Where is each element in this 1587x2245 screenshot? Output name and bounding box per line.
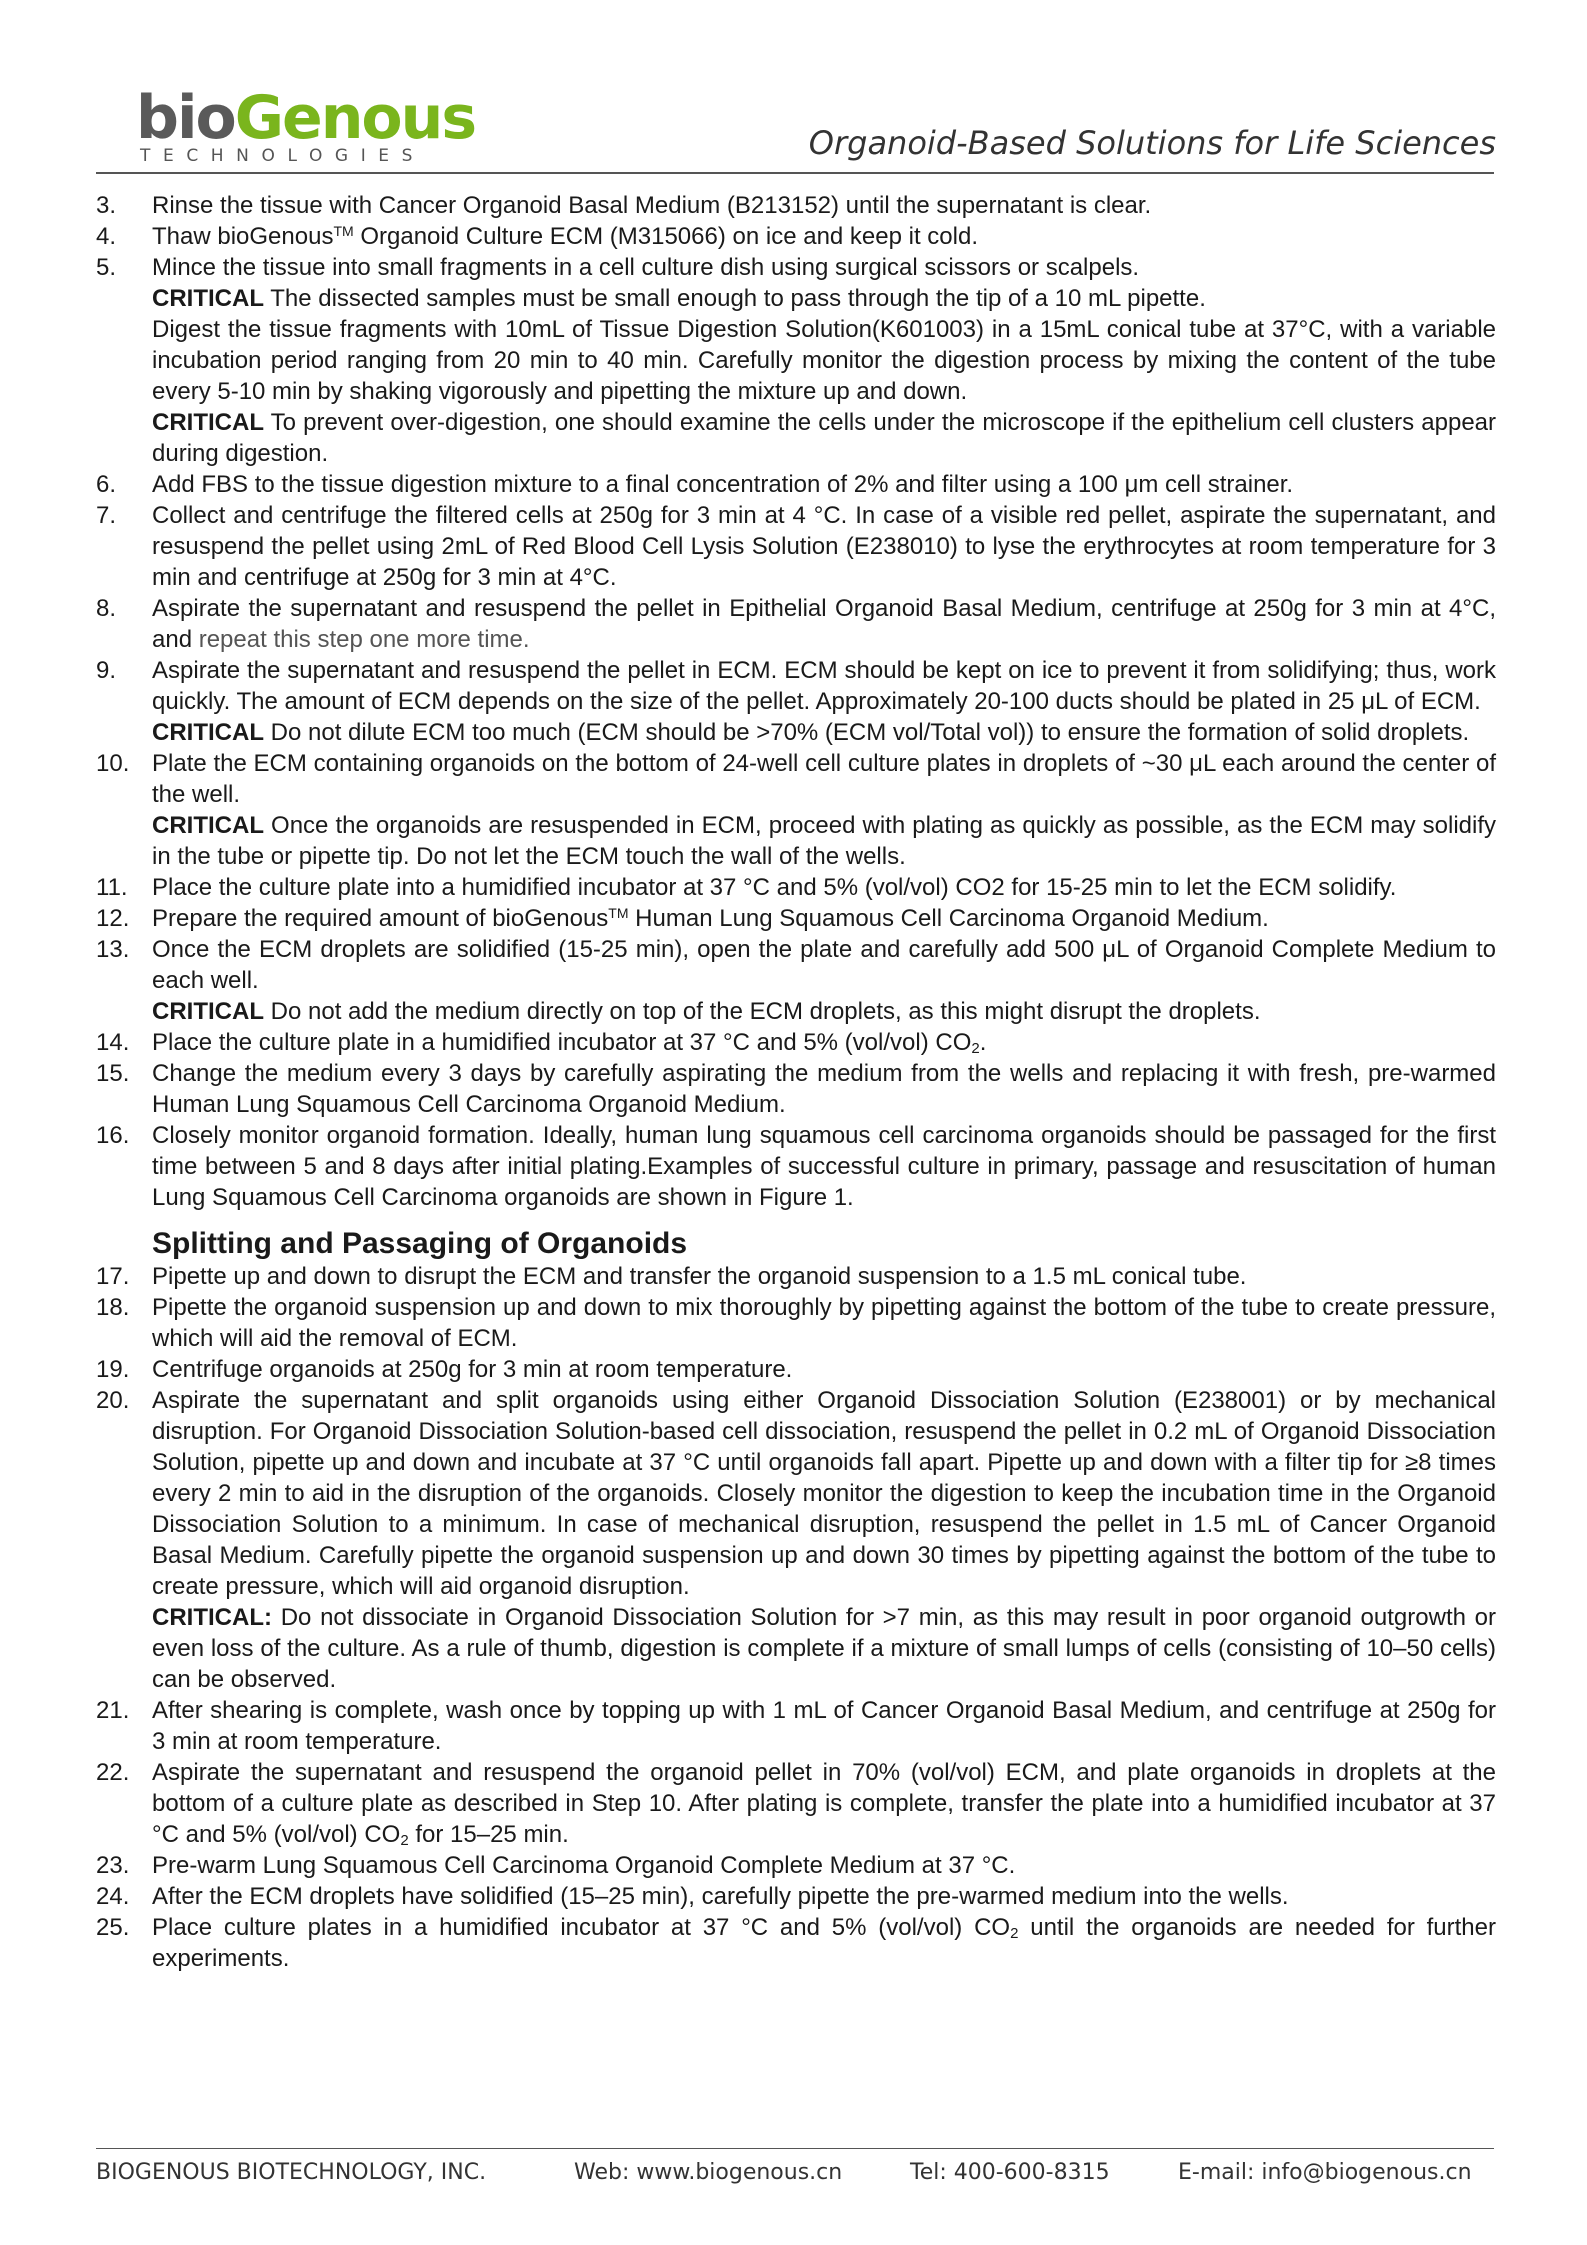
step-number: 12.: [96, 905, 130, 932]
critical-note: [96, 407, 1496, 469]
step-text: Thaw bioGenous: [152, 223, 334, 250]
step-item: [96, 748, 1496, 810]
trademark-superscript: TM: [608, 905, 629, 921]
step-text: Place culture plates in a humidified incubator at 37 °C and 5% (vol/vol) CO: [152, 1914, 1011, 1941]
step-item: [96, 1757, 1496, 1850]
step-item: [96, 1695, 1496, 1757]
step-text: Centrifuge organoids at 250g for 3 min at room temperature.: [152, 1356, 793, 1383]
step-number: 23.: [96, 1852, 130, 1879]
step-text: After the ECM droplets have solidified (15–25 min), carefully pipette the pre-warmed medium into the wells.: [152, 1883, 1289, 1910]
critical-text: Do not dissociate in Organoid Dissociation Solution for >7 min, as this may result in poor organoid outgrowth or even loss of the culture. As a rule of thumb, digestion is complete if a mixture of small lumps of cells (consisting of 10–50 cells) can be observed.: [152, 1604, 1496, 1693]
footer-email-link[interactable]: E-mail: info@biogenous.cn: [1178, 2160, 1472, 2185]
step-item: [96, 1354, 1496, 1385]
trademark-superscript: TM: [333, 223, 354, 239]
step-item: [96, 1027, 1496, 1058]
critical-text: The dissected samples must be small enough to pass through the tip of a 10 mL pipette.: [263, 285, 1206, 312]
step-text: After shearing is complete, wash once by topping up with 1 mL of Cancer Organoid Basal Medium, and centrifuge at 250g for 3 min at room temperature.: [152, 1697, 1496, 1755]
step-text: Once the ECM droplets are solidified (15-25 min), open the plate and carefully add 500 μL of Organoid Complete Medium to each well.: [152, 936, 1496, 994]
step-number: 21.: [96, 1697, 130, 1724]
step-number: 22.: [96, 1759, 130, 1786]
step-number: 6.: [96, 471, 117, 498]
step-number: 11.: [96, 874, 128, 901]
step-item: [96, 903, 1496, 934]
step-text: Human Lung Squamous Cell Carcinoma Organoid Medium.: [628, 905, 1269, 932]
step-number: 15.: [96, 1060, 130, 1087]
step-item: [96, 934, 1496, 996]
step-number: 18.: [96, 1294, 130, 1321]
step-number: 13.: [96, 936, 130, 963]
step-text: Pipette the organoid suspension up and down to mix thoroughly by pipetting against the bottom of the tube to create pressure, which will aid the removal of ECM.: [152, 1294, 1496, 1352]
subscript: 2: [971, 1040, 980, 1057]
critical-label: CRITICAL: [152, 719, 264, 746]
logo-genous: Genous: [234, 83, 476, 153]
step-continuation: [96, 314, 1496, 407]
step-number: 24.: [96, 1883, 130, 1910]
section-heading: Splitting and Passaging of Organoids: [152, 1227, 688, 1260]
critical-note: [96, 1602, 1496, 1695]
step-text: until the organoids are needed for further experiments.: [152, 1914, 1496, 1972]
protocol-body: [96, 190, 1496, 1974]
step-text: Place the culture plate in a humidified incubator at 37 °C and 5% (vol/vol) CO: [152, 1029, 972, 1056]
step-item: [96, 500, 1496, 593]
step-text: Pre-warm Lung Squamous Cell Carcinoma Organoid Complete Medium at 37 °C.: [152, 1852, 1016, 1879]
step-number: 4.: [96, 223, 117, 250]
step-text: Mince the tissue into small fragments in a cell culture dish using surgical scissors or scalpels.: [152, 254, 1140, 281]
step-text: Change the medium every 3 days by carefully aspirating the medium from the wells and replacing it with fresh, pre-warmed Human Lung Squamous Cell Carcinoma Organoid Medium.: [152, 1060, 1496, 1118]
subscript: 2: [1010, 1925, 1019, 1942]
logo-bio: bio: [136, 83, 235, 153]
step-item: [96, 221, 1496, 252]
step-number: 7.: [96, 502, 117, 529]
step-text: Place the culture plate into a humidified incubator at 37 °C and 5% (vol/vol) CO2 for 15-25 min to let the ECM solidify.: [152, 874, 1397, 901]
step-number: 16.: [96, 1122, 130, 1149]
step-item: [96, 1850, 1496, 1881]
step-item: [96, 655, 1496, 717]
step-number: 17.: [96, 1263, 130, 1290]
step-text: Rinse the tissue with Cancer Organoid Basal Medium (B213152) until the supernatant is clear.: [152, 192, 1152, 219]
step-item: [96, 190, 1496, 221]
critical-note: [96, 717, 1496, 748]
critical-text: To prevent over-digestion, one should examine the cells under the microscope if the epithelium cell clusters appear during digestion.: [152, 409, 1496, 467]
step-item: [96, 1058, 1496, 1120]
step-item: [96, 1292, 1496, 1354]
step-number: 8.: [96, 595, 117, 622]
step-item: [96, 593, 1496, 655]
step-text-gray: repeat this step one more time.: [198, 626, 530, 653]
step-number: 10.: [96, 750, 130, 777]
step-text: Aspirate the supernatant and split organoids using either Organoid Dissociation Solution (E238001) or by mechanical disruption. For Organoid Dissociation Solution-based cell dissociation, resuspend the pellet in 0.2 mL of Organoid Dissociation Solution, pipette up and down and incubate at 37 °C until organoids fall apart. Pipette up and down with a filter tip for ≥8 times every 2 min to aid in the disruption of the organoids. Closely monitor the digestion to keep the incubation time in the Organoid Dissociation Solution to a minimum. In case of mechanical disruption, resuspend the pellet in 1.5 mL of Cancer Organoid Basal Medium. Carefully pipette the organoid suspension up and down 30 times by pipetting against the bottom of the tube to create pressure, which will aid organoid disruption.: [152, 1387, 1496, 1600]
step-item: [96, 1120, 1496, 1213]
step-item: [96, 872, 1496, 903]
critical-note: [96, 996, 1496, 1027]
step-number: 20.: [96, 1387, 130, 1414]
step-number: 14.: [96, 1029, 130, 1056]
step-text: Aspirate the supernatant and resuspend the pellet in Epithelial Organoid Basal Medium, centrifuge at 250g for 3 min at 4°C, and: [152, 595, 1496, 653]
step-text: .: [979, 1029, 987, 1056]
critical-label: CRITICAL: [152, 812, 264, 839]
footer-web-link[interactable]: Web: www.biogenous.cn: [574, 2160, 843, 2185]
step-item: [96, 1881, 1496, 1912]
step-item: [96, 252, 1496, 283]
critical-label: CRITICAL:: [152, 1604, 272, 1631]
critical-note: [96, 810, 1496, 872]
step-item: [96, 1261, 1496, 1292]
critical-text: Once the organoids are resuspended in ECM, proceed with plating as quickly as possible, as the ECM may solidify in the tube or pipette tip. Do not let the ECM touch the wall of the wells.: [152, 812, 1496, 870]
critical-text: Do not add the medium directly on top of the ECM droplets, as this might disrupt the droplets.: [263, 998, 1261, 1025]
critical-text: Do not dilute ECM too much (ECM should be >70% (ECM vol/Total vol)) to ensure the formation of solid droplets.: [263, 719, 1470, 746]
footer-company: BIOGENOUS BIOTECHNOLOGY, INC.: [96, 2160, 487, 2185]
step-text: Closely monitor organoid formation. Ideally, human lung squamous cell carcinoma organoids should be passaged for the first time between 5 and 8 days after initial plating.Examples of successful culture in primary, passage and resuscitation of human Lung Squamous Cell Carcinoma organoids are shown in Figure 1.: [152, 1122, 1496, 1211]
critical-label: CRITICAL: [152, 409, 264, 436]
step-text: Digest the tissue fragments with 10mL of Tissue Digestion Solution(K601003) in a 15mL conical tube at 37°C, with a variable incubation period ranging from 20 min to 40 min. Carefully monitor the digestion process by mixing the content of the tube every 5-10 min by shaking vigorously and pipetting the mixture up and down.: [152, 316, 1496, 405]
step-text: Organoid Culture ECM (M315066) on ice and keep it cold.: [353, 223, 978, 250]
step-number: 5.: [96, 254, 117, 281]
step-number: 9.: [96, 657, 117, 684]
step-text: Pipette up and down to disrupt the ECM and transfer the organoid suspension to a 1.5 mL conical tube.: [152, 1263, 1247, 1290]
step-text: Prepare the required amount of bioGenous: [152, 905, 609, 932]
step-number: 25.: [96, 1914, 130, 1941]
step-text: Collect and centrifuge the filtered cells at 250g for 3 min at 4 °C. In case of a visible red pellet, aspirate the supernatant, and resuspend the pellet using 2mL of Red Blood Cell Lysis Solution (E238010) to lyse the erythrocytes at room temperature for 3 min and centrifuge at 250g for 3 min at 4°C.: [152, 502, 1496, 591]
header-tagline: Organoid-Based Solutions for Life Sciences: [808, 124, 1496, 162]
critical-label: CRITICAL: [152, 285, 264, 312]
footer-phone: Tel: 400-600-8315: [910, 2160, 1110, 2185]
step-number: 19.: [96, 1356, 130, 1383]
biogenous-logo: [136, 83, 476, 166]
page-header: [96, 80, 1496, 172]
step-item: [96, 1385, 1496, 1602]
step-text: Aspirate the supernatant and resuspend the organoid pellet in 70% (vol/vol) ECM, and plate organoids in droplets at the bottom of a culture plate as described in Step 10. After plating is complete, transfer the plate into a humidified incubator at 37 °C and 5% (vol/vol) CO: [152, 1759, 1496, 1848]
critical-label: CRITICAL: [152, 998, 264, 1025]
step-number: 3.: [96, 192, 117, 219]
step-text: for 15–25 min.: [408, 1821, 569, 1848]
step-text: Add FBS to the tissue digestion mixture to a final concentration of 2% and filter using a 100 μm cell strainer.: [152, 471, 1294, 498]
step-item: [96, 469, 1496, 500]
step-text: Aspirate the supernatant and resuspend the pellet in ECM. ECM should be kept on ice to prevent it from solidifying; thus, work quickly. The amount of ECM depends on the size of the pellet. Approximately 20-100 ducts should be plated in 25 μL of ECM.: [152, 657, 1496, 715]
step-text: Plate the ECM containing organoids on the bottom of 24-well cell culture plates in droplets of ~30 μL each around the center of the well.: [152, 750, 1496, 808]
critical-note: [96, 283, 1496, 314]
subscript: 2: [400, 1832, 409, 1849]
footer-divider: [96, 2148, 1494, 2149]
logo-subtitle: TECHNOLOGIES: [140, 146, 426, 166]
step-item: [96, 1912, 1496, 1974]
logo-wordmark: [136, 83, 476, 153]
header-divider: [96, 172, 1494, 174]
